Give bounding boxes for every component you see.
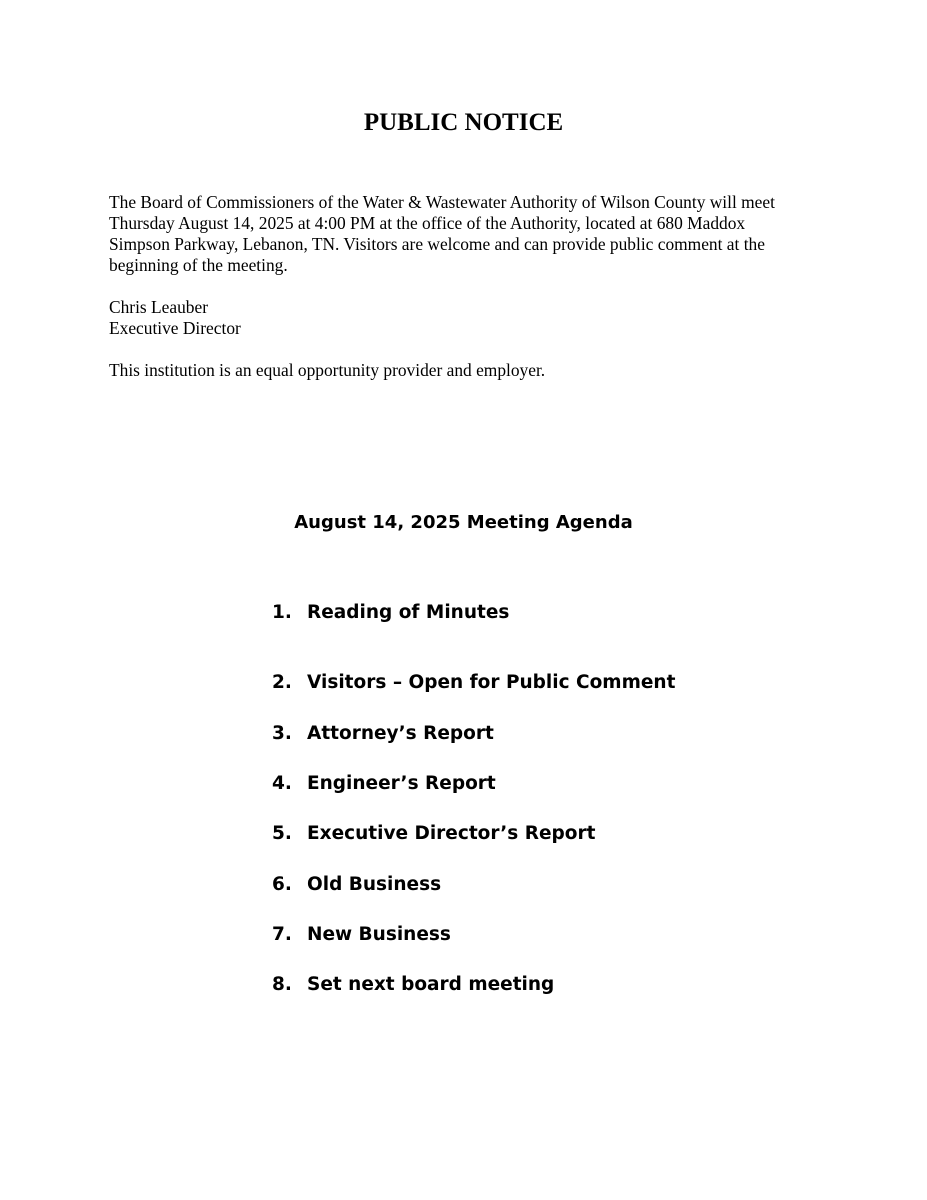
agenda-title: August 14, 2025 Meeting Agenda [294,512,633,533]
equal-opportunity-statement: This institution is an equal opportunity provider and employer. [109,360,546,380]
agenda-item-label: New Business [307,924,451,945]
agenda-item-set-next-meeting [272,973,554,997]
agenda-item-label: Engineer’s Report [307,773,496,794]
agenda-item-label: Set next board meeting [307,974,555,995]
signer-name: Chris Leauber [109,297,208,317]
agenda-item-number: 4. [272,773,292,794]
agenda-item-new-business [272,923,451,947]
notice-title: PUBLIC NOTICE [363,109,564,136]
notice-body-line: The Board of Commissioners of the Water & Wastewater Authority of Wilson County will meet [109,192,775,212]
agenda-item-number: 6. [272,874,292,895]
agenda-item-visitors [272,671,675,695]
agenda-item-attorney-report [272,722,494,746]
agenda-item-number: 3. [272,723,292,744]
agenda-item-number: 8. [272,974,292,995]
agenda-item-label: Attorney’s Report [307,723,494,744]
notice-body-line: Simpson Parkway, Lebanon, TN. Visitors are welcome and can provide public comment at the [109,234,765,254]
notice-body-line: beginning of the meeting. [109,255,288,275]
agenda-item-number: 5. [272,823,292,844]
agenda-item-old-business [272,873,441,897]
notice-body-line: Thursday August 14, 2025 at 4:00 PM at the office of the Authority, located at 680 Maddox [109,213,746,233]
agenda-item-label: Reading of Minutes [307,602,510,623]
agenda-item-number: 2. [272,672,292,693]
agenda-item-executive-director-report [272,822,595,846]
agenda-item-number: 1. [272,602,292,623]
agenda-item-engineer-report [272,772,496,796]
signature-block [109,297,241,339]
signer-title: Executive Director [109,318,241,338]
agenda-item-label: Visitors – Open for Public Comment [307,672,676,693]
agenda-item-label: Executive Director’s Report [307,823,596,844]
agenda-item-label: Old Business [307,874,442,895]
notice-body [109,192,829,276]
agenda-item-reading-of-minutes [272,601,509,625]
agenda-item-number: 7. [272,924,292,945]
